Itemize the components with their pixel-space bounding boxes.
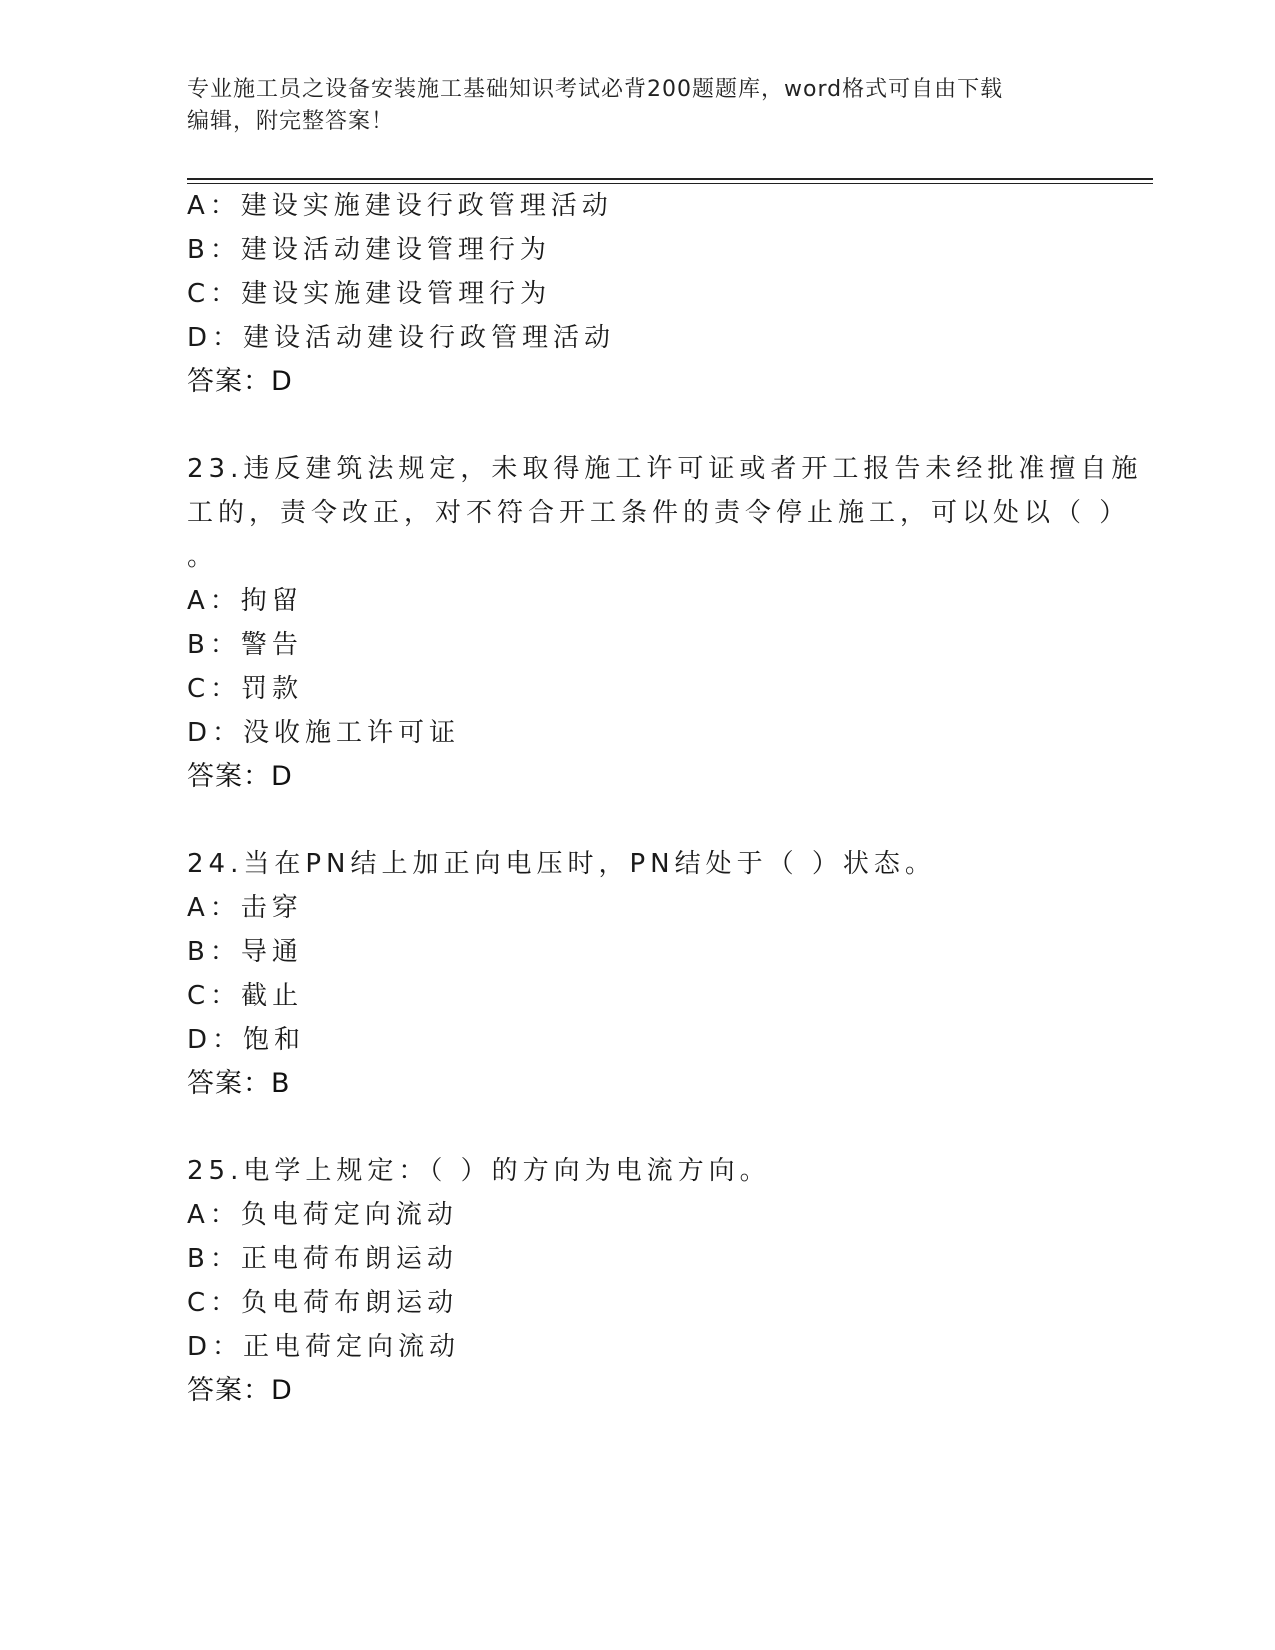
header-title-line-2: 编辑，附完整答案！: [187, 109, 395, 134]
header-divider-thick: [187, 178, 1153, 180]
q24-option-d: D：饱和: [187, 1025, 306, 1055]
q23-answer: 答案：D: [187, 761, 293, 792]
q23-option-b: B：警告: [187, 630, 303, 660]
q25-option-d: D：正电荷定向流动: [187, 1332, 461, 1362]
document-header: [187, 74, 1067, 138]
q23-stem-line-3: 。: [187, 542, 219, 572]
q23-stem-line-2: 工的，责令改正，对不符合开工条件的责令停止施工，可以处以（ ）: [187, 498, 1131, 528]
header-title-line-1: 专业施工员之设备安装施工基础知识考试必背200题题库，word格式可自由下载: [187, 77, 1004, 102]
q25-answer: 答案：D: [187, 1375, 293, 1406]
q24-option-b: B：导通: [187, 937, 303, 967]
header-divider-thin: [187, 183, 1153, 184]
q24-stem-line-1: 24.当在PN结上加正向电压时，PN结处于（ ）状态。: [187, 849, 936, 879]
q22-answer: 答案：D: [187, 366, 293, 397]
q24-option-c: C：截止: [187, 981, 304, 1011]
q23-option-d: D：没收施工许可证: [187, 718, 461, 748]
q23-option-a: A：拘留: [187, 586, 303, 616]
q24-answer: 答案：B: [187, 1068, 291, 1099]
q25-option-a: A：负电荷定向流动: [187, 1200, 458, 1230]
q22-option-b: B：建设活动建设管理行为: [187, 235, 551, 265]
q23-option-c: C：罚款: [187, 674, 304, 704]
q22-option-d: D：建设活动建设行政管理活动: [187, 323, 616, 353]
q22-option-a: A：建设实施建设行政管理活动: [187, 191, 613, 221]
q24-option-a: A：击穿: [187, 893, 303, 923]
q25-option-b: B：正电荷布朗运动: [187, 1244, 458, 1274]
q23-stem-line-1: 23.违反建筑法规定，未取得施工许可证或者开工报告未经批准擅自施: [187, 454, 1143, 484]
q25-option-c: C：负电荷布朗运动: [187, 1288, 459, 1318]
q22-option-c: C：建设实施建设管理行为: [187, 279, 552, 309]
q25-stem-line-1: 25.电学上规定：（ ）的方向为电流方向。: [187, 1156, 771, 1186]
